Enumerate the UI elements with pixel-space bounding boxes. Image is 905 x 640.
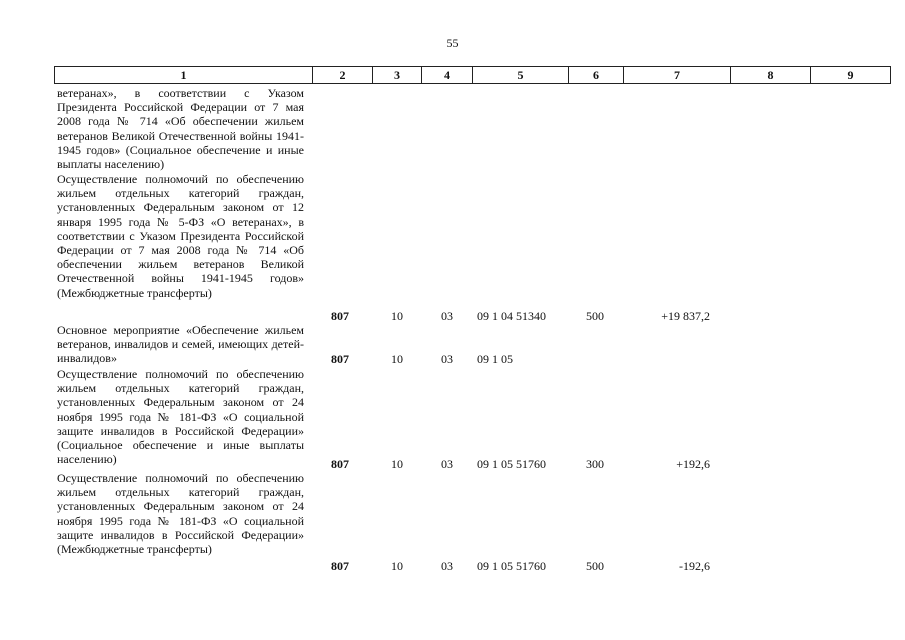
column-header-6: 6	[568, 67, 623, 83]
row-description: Основное мероприятие «Обеспечение жильем ветеранов, инвалидов и семей, имеющих детей-инвалидов»	[57, 323, 304, 366]
row-description: Осуществление полномочий по обеспечению жильем отдельных категорий граждан, установленных Федеральным законом от 24 ноября 1995 года № 181-ФЗ «О социальной защите инвалидов в Российской Федерации» (Межбюджетные трансферты)	[57, 471, 304, 557]
row-amount: +192,6	[676, 457, 710, 471]
column-header-9: 9	[810, 67, 890, 83]
row-amount: +19 837,2	[661, 309, 710, 323]
row-expense-type: 500	[586, 559, 604, 573]
row-section: 10	[391, 352, 403, 366]
row-target-article: 09 1 05 51760	[477, 559, 546, 573]
row-amount: -192,6	[679, 559, 710, 573]
row-description: Осуществление полномочий по обеспечению жильем отдельных категорий граждан, установленных Федеральным законом от 24 ноября 1995 года № 181-ФЗ «О социальной защите инвалидов в Российской Федерации» (Социальное обеспечение и иные выплаты населению)	[57, 367, 304, 467]
column-header-7: 7	[623, 67, 730, 83]
row-expense-type: 500	[586, 309, 604, 323]
row-code-ministry: 807	[331, 457, 349, 471]
row-target-article: 09 1 04 51340	[477, 309, 546, 323]
row-section: 10	[391, 559, 403, 573]
row-subsection: 03	[441, 309, 453, 323]
row-section: 10	[391, 457, 403, 471]
row-description: Осуществление полномочий по обеспечению жильем отдельных категорий граждан, установленных Федеральным законом от 12 января 1995 года № 5-ФЗ «О ветеранах», в соответствии с Указом Президента Российской Федерации от 7 мая 2008 года № 714 «Об обеспечении жильем ветеранов Великой Отечественной войны 1941-1945 годов» (Межбюджетные трансферты)	[57, 172, 304, 300]
row-description: ветеранах», в соответствии с Указом Президента Российской Федерации от 7 мая 2008 года № 714 «Об обеспечении жильем ветеранов Великой Отечественной войны 1941-1945 годов» (Социальное обеспечение и иные выплаты населению)	[57, 86, 304, 172]
table-header	[54, 66, 891, 84]
column-header-4: 4	[421, 67, 472, 83]
row-code-ministry: 807	[331, 352, 349, 366]
row-subsection: 03	[441, 559, 453, 573]
row-code-ministry: 807	[331, 309, 349, 323]
page-number: 55	[446, 36, 459, 50]
column-header-1: 1	[180, 68, 187, 82]
column-header-8: 8	[730, 67, 810, 83]
column-header-5: 5	[472, 67, 568, 83]
row-subsection: 03	[441, 352, 453, 366]
row-expense-type: 300	[586, 457, 604, 471]
column-header-3: 3	[372, 67, 421, 83]
row-subsection: 03	[441, 457, 453, 471]
row-target-article: 09 1 05	[477, 352, 513, 366]
column-header-2: 2	[312, 67, 372, 83]
row-target-article: 09 1 05 51760	[477, 457, 546, 471]
row-code-ministry: 807	[331, 559, 349, 573]
row-section: 10	[391, 309, 403, 323]
